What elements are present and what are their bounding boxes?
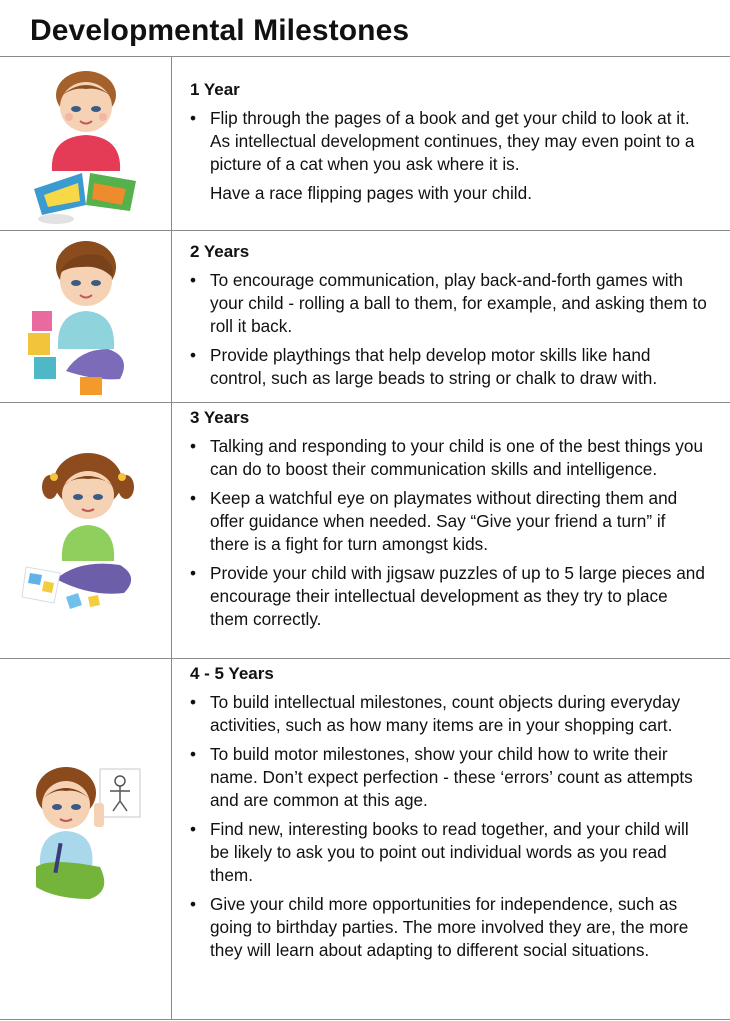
baby-reading-book-illustration [20,65,150,225]
milestone-text [190,663,708,968]
milestone-age: 2 Years [190,242,250,261]
girl-with-jigsaw-puzzle-illustration [20,447,150,617]
milestone-image-cell [0,659,172,1019]
milestone-tip: • Provide your child with jigsaw puzzles of up to 5 large pieces and encourage their intellectual development as they try to place them correctly. [190,562,708,631]
milestone-image-cell [0,403,172,658]
milestone-tip: • Provide playthings that help develop motor skills like hand control, such as large beads to string or chalk to draw with. [190,344,708,390]
milestone-tip: • Flip through the pages of a book and get your child to look at it. As intellectual development continues, they may even point to a picture of a cat when you ask where it is. [190,107,708,176]
milestone-row-2-years [0,231,730,403]
milestone-row-1-year [0,57,730,231]
child-playing-with-blocks-illustration [20,237,150,401]
milestone-tips-list [190,269,708,390]
milestones-table [0,56,730,1020]
milestone-text [190,79,708,205]
milestone-tip: • Keep a watchful eye on playmates without directing them and offer guidance when needed. Say “Give your friend a turn” if there is a fight for turn amongst kids. [190,487,708,556]
milestone-text [190,407,708,637]
child-holding-drawing-illustration [20,763,150,905]
milestone-tip: • To build motor milestones, show your child how to write their name. Don’t expect perfection - these ‘errors’ count as attempts and are common at this age. [190,743,708,812]
milestone-note: Have a race flipping pages with your child. [210,183,532,203]
milestone-tip: • To encourage communication, play back-and-forth games with your child - rolling a ball to them, for example, and asking them to roll it back. [190,269,708,338]
milestone-tips-list [190,691,708,962]
milestone-text [190,241,708,396]
milestone-tip: • Give your child more opportunities for independence, such as going to birthday parties. The more involved they are, the more they will learn about adapting to different social situations. [190,893,708,962]
milestone-image-cell [0,57,172,230]
milestone-tips-list [190,107,708,176]
milestone-tip: • To build intellectual milestones, count objects during everyday activities, such as how many items are in your shopping cart. [190,691,708,737]
milestone-age: 3 Years [190,408,250,427]
page-title: Developmental Milestones [30,14,410,47]
milestone-row-4-5-years [0,659,730,1019]
milestone-age: 4 - 5 Years [190,664,274,683]
milestone-tip: • Find new, interesting books to read together, and your child will be likely to ask you to point out individual words as you read them. [190,818,708,887]
milestone-row-3-years [0,403,730,659]
milestone-tips-list [190,435,708,631]
milestone-tip: • Talking and responding to your child is one of the best things you can do to boost their communication skills and intelligence. [190,435,708,481]
milestone-age: 1 Year [190,80,240,99]
milestone-image-cell [0,231,172,402]
